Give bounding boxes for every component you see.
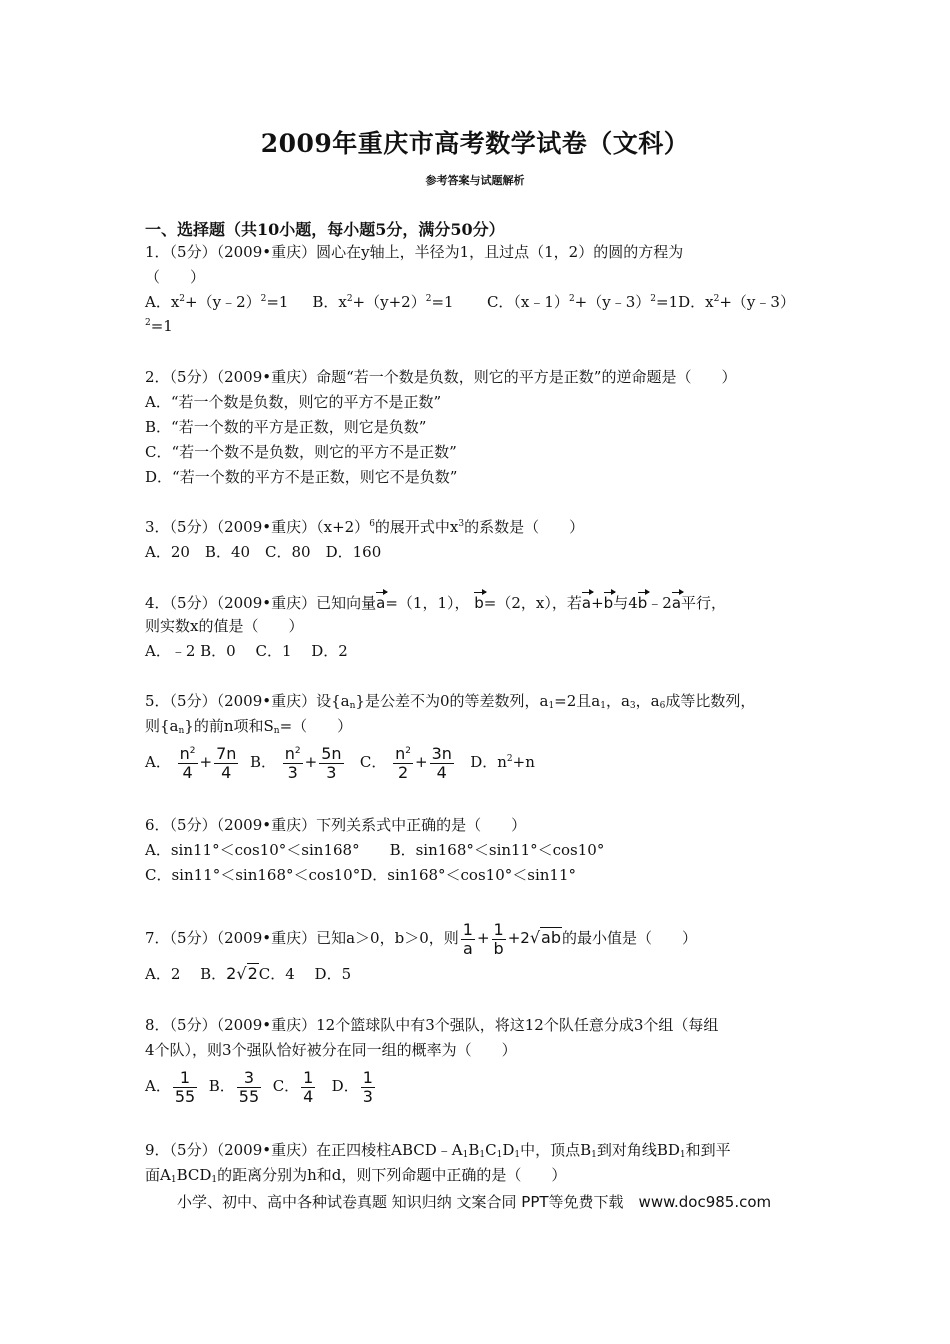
q2-option-b: B．“若一个数的平方是正数，则它是负数”: [145, 418, 427, 436]
q4-options: A．﹣2 B．0 C．1 D．2: [145, 642, 348, 660]
q7-stem: 7．（5分）（2009•重庆）已知a＞0，b＞0，则 $\frac{1}{a}$ + $\frac{1}{b}$ +2√ab的最小值是（ ）: [145, 919, 698, 958]
q6-options-line1: A．sin11°＜cos10°＜sin168° B．sin168°＜sin11°＜cos10°: [145, 841, 605, 859]
q6-options-line2: C．sin11°＜sin168°＜cos10°D．sin168°＜cos10°＜sin11°: [145, 866, 576, 884]
page-title: 2009年重庆市高考数学试卷（文科）: [260, 129, 690, 158]
q1-stem: 1．（5分）（2009•重庆）圆心在y轴上，半径为1，且过点（1，2）的圆的方程为: [145, 243, 684, 261]
q8-options: A． $\frac{1}{55}$ B． $\frac{3}{55}$ C． $\frac{1}{4}$ D． $\frac{1}{3}$: [145, 1067, 373, 1106]
fraction: $\frac{1}{a}$: [462, 919, 473, 958]
fraction: $\frac{n^2}{4}$: [179, 743, 196, 782]
fraction: $\frac{3n}{4}$: [431, 743, 452, 782]
fraction: $\frac{3}{55}$: [238, 1067, 260, 1106]
q3-stem: 3．（5分）（2009•重庆）$(x+2)^6$的展开式中$x^3$的系数是（ ）: [145, 518, 585, 536]
footer-advert: 小学、初中、高中各种试卷真题 知识归纳 文案合同 PPT等免费下载 www.doc985.com: [177, 1193, 772, 1211]
fraction: $\frac{n^2}{3}$: [284, 743, 301, 782]
q4-stem-line2: 则实数x的值是（ ）: [145, 617, 304, 635]
fraction: $\frac{1}{55}$: [174, 1067, 196, 1106]
q8-stem-line2: 4个队），则3个强队恰好被分在同一组的概率为（ ）: [145, 1041, 517, 1059]
fraction: $\frac{5n}{3}$: [321, 743, 342, 782]
vector-b: b: [474, 591, 484, 613]
q2-option-c: C．“若一个数不是负数，则它的平方不是正数”: [145, 443, 457, 461]
q3-options: A．20 B．40 C．80 D．160: [145, 543, 382, 561]
q1-options: A．$x^2+(y﹣2)^2=1$ B．$x^2+(y+2)^2=1$ C．（x﹣1）$^2$+（y﹣3）$^2$=1D．$x^2+(y﹣3)$: [145, 293, 795, 311]
q1-options-tail: $^2$=1: [145, 317, 173, 335]
fraction: $\frac{1}{3}$: [362, 1067, 373, 1106]
q2-option-a: A．“若一个数是负数，则它的平方不是正数”: [145, 393, 442, 411]
square-root: 2√2: [226, 964, 258, 983]
vector-a: a: [672, 591, 681, 613]
vector-b: b: [604, 591, 614, 613]
q8-stem: 8．（5分）（2009•重庆）12个篮球队中有3个强队，将这12个队任意分成3个组（每组: [145, 1016, 719, 1034]
fraction: $\frac{1}{b}$: [493, 919, 504, 958]
q9-stem-line2: 面$A_1BCD_1$的距离分别为h和d，则下列命题中正确的是（ ）: [145, 1166, 567, 1185]
fraction: $\frac{n^2}{2}$: [395, 743, 411, 782]
q9-stem: 9．（5分）（2009•重庆）在正四棱柱$ABCD﹣A_1B_1C_1D_1$中，顶点$B_1$到对角线$BD_1$和到平: [145, 1141, 731, 1160]
vector-a: a: [376, 591, 385, 613]
q5-stem-line2: 则$\{a_n\}$的前n项和$S_n=$（ ）: [145, 717, 353, 736]
q5-stem: 5．（5分）（2009•重庆）设$\{a_n\}$是公差不为0的等差数列，$a_1=2$且$a_1$，$a_3$，$a_6$成等比数列，: [145, 692, 756, 711]
q2-option-d: D．“若一个数的平方不是正数，则它不是负数”: [145, 468, 458, 486]
vector-a: a: [582, 591, 591, 613]
fraction: $\frac{7n}{4}$: [216, 743, 237, 782]
fraction: $\frac{1}{4}$: [303, 1067, 314, 1106]
square-root: √ab: [529, 928, 561, 947]
q7-options: A．2 B．2√2C．4 D．5: [145, 964, 352, 983]
vector-b: b: [638, 591, 648, 613]
q6-stem: 6．（5分）（2009•重庆）下列关系式中正确的是（ ）: [145, 816, 527, 834]
q2-stem: 2．（5分）（2009•重庆）命题“若一个数是负数，则它的平方是正数”的逆命题是（ ）: [145, 368, 737, 386]
q1-paren: （ ）: [145, 268, 206, 286]
q4-stem: 4．（5分）（2009•重庆）已知向量a=（1，1）， b=（2，x），若a+b与4b﹣2a平行，: [145, 591, 726, 613]
q5-options: A． $\frac{n^2}{4}$ + $\frac{7n}{4}$ B． $\frac{n^2}{3}$ + $\frac{5n}{3}$ C． $\frac{n^2}{2}$ + $\frac{3n}{4}$ D．$n^2+n$: [145, 743, 535, 782]
page-subtitle: 参考答案与试题解析: [425, 174, 525, 187]
section-heading: 一、选择题（共10小题，每小题5分，满分50分）: [145, 220, 505, 239]
